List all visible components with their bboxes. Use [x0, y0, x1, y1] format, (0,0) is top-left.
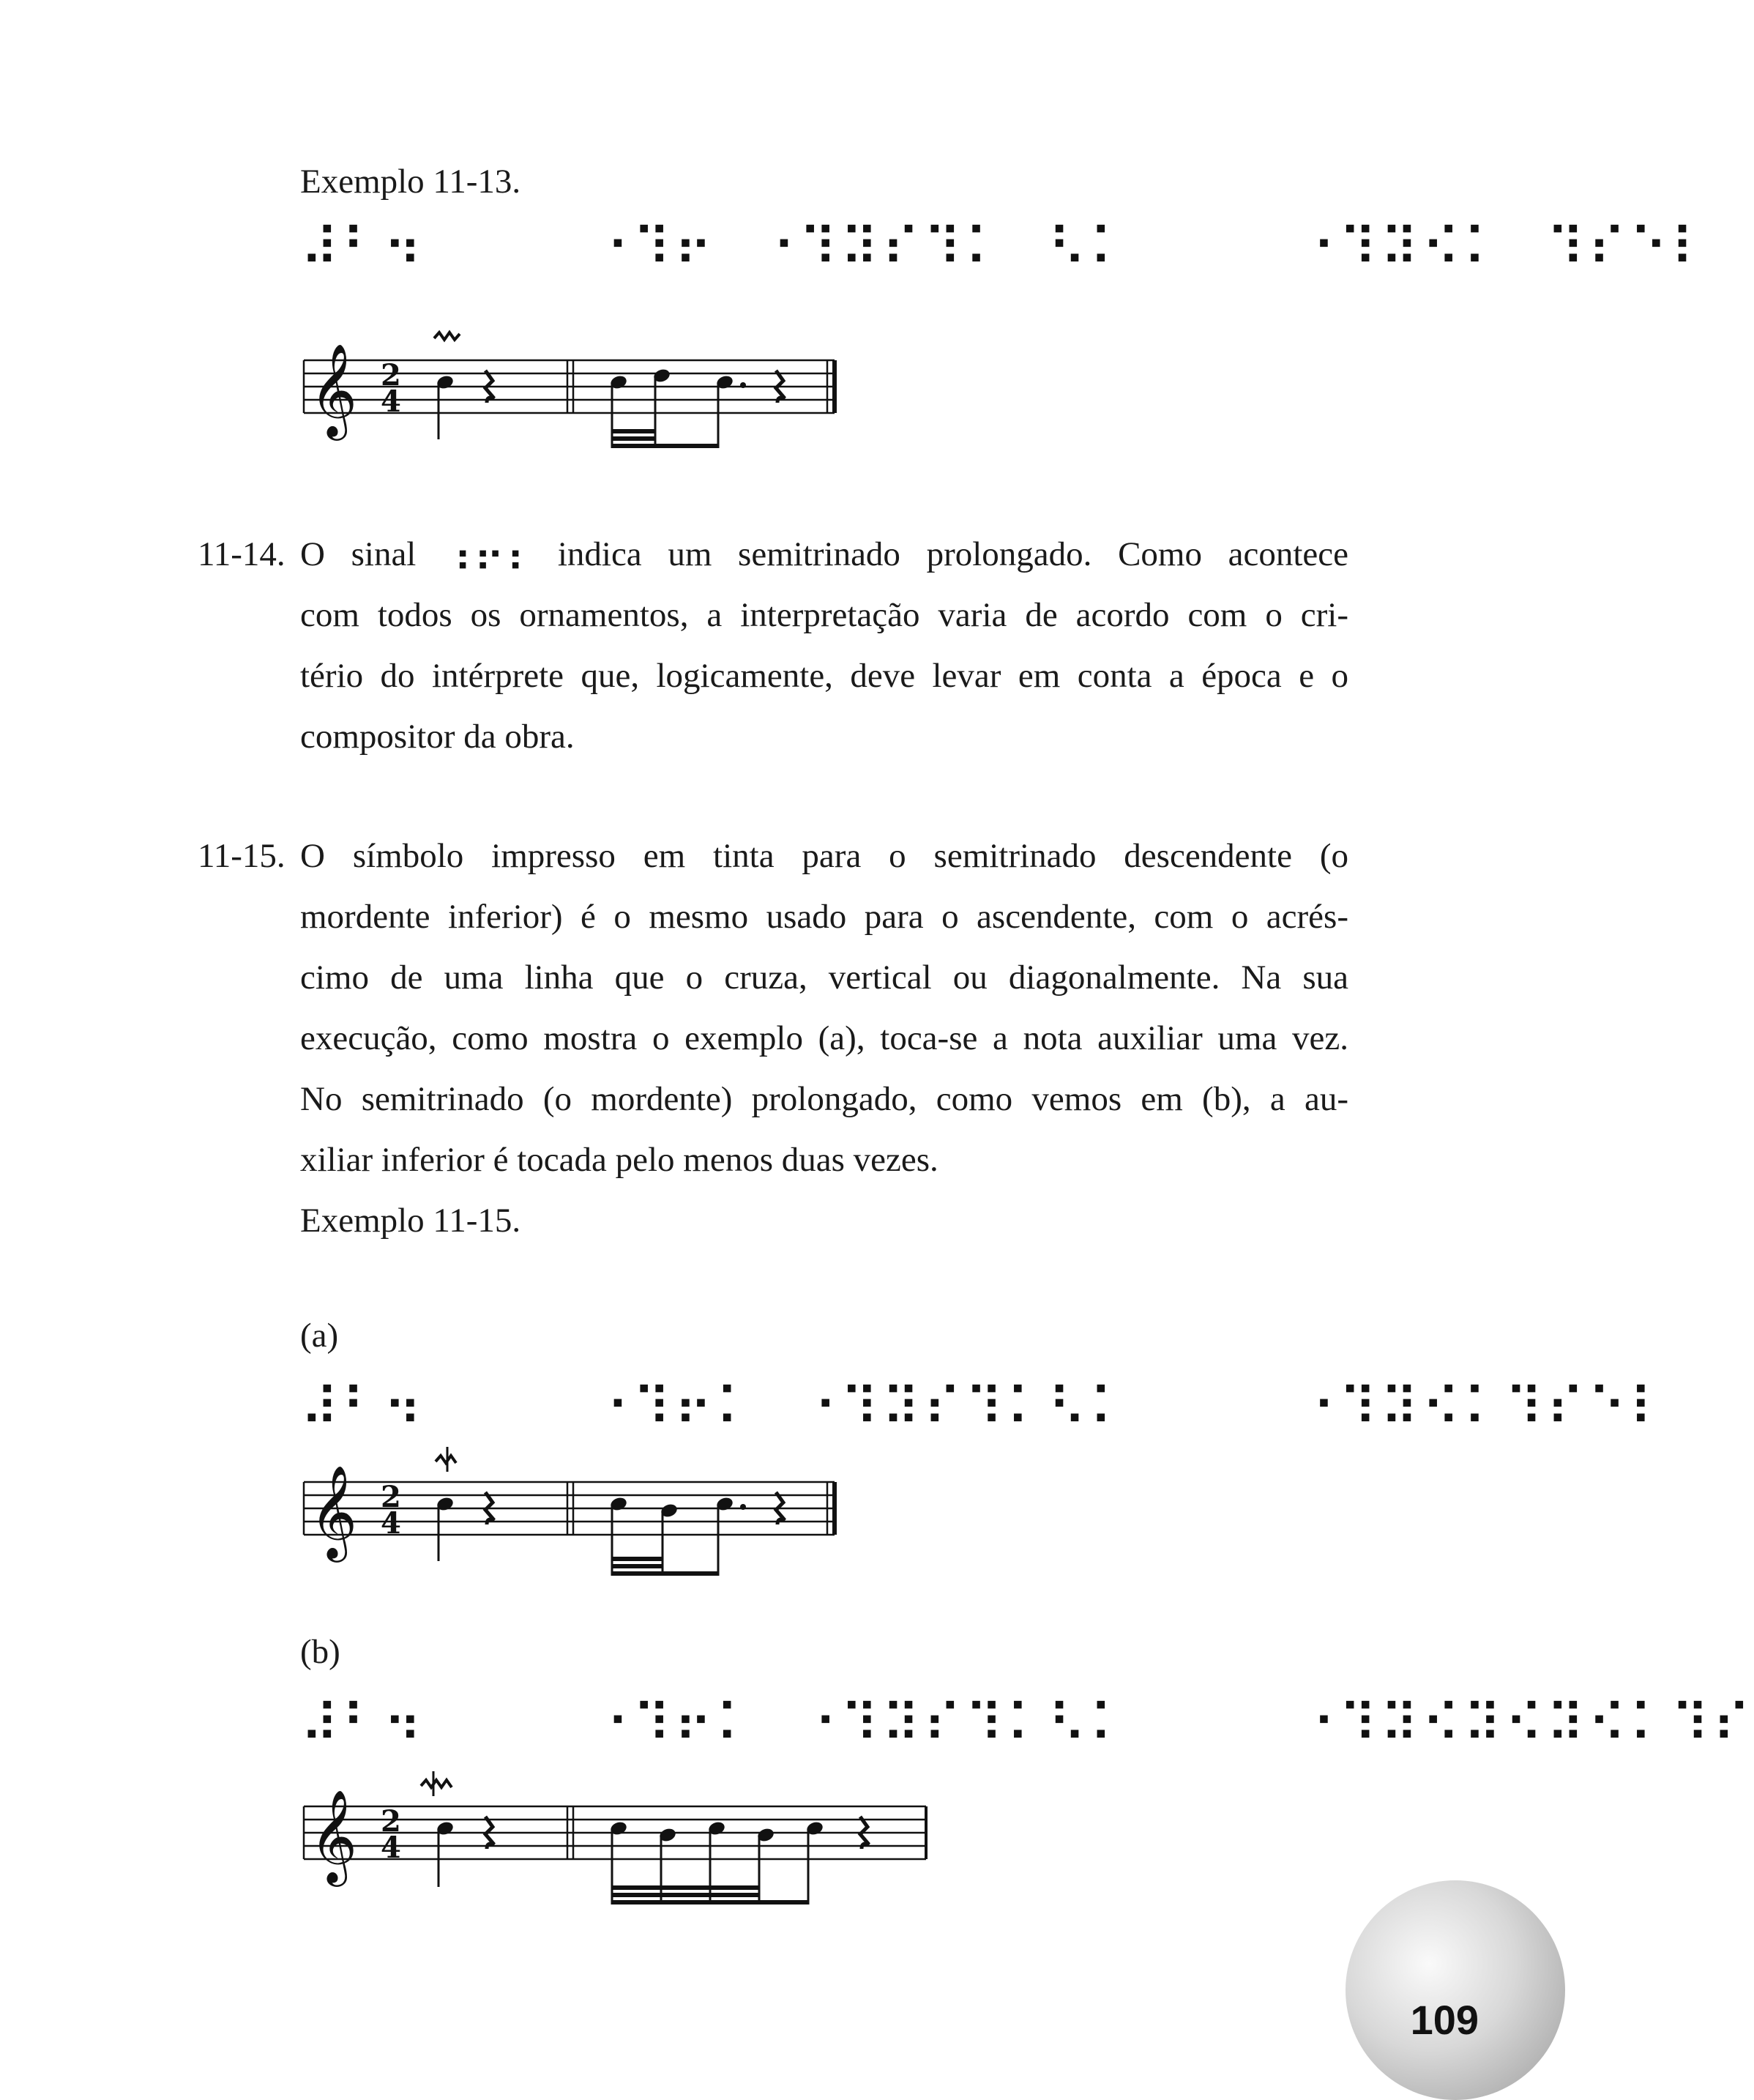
- paragraph-11-14: [300, 524, 1348, 767]
- text-line: xiliar inferior é tocada pelo menos duas vezes.: [300, 1141, 938, 1179]
- text-line: execução, como mostra o exemplo (a), toca-se a nota auxiliar uma vez.: [300, 1019, 1348, 1057]
- svg-text:4: 4: [381, 1506, 401, 1541]
- text-line: compositor da obra.: [300, 718, 575, 756]
- example-label: (b): [300, 1633, 340, 1671]
- text-line: [300, 524, 1348, 585]
- example-caption: Exemplo 11-15.: [300, 1202, 521, 1240]
- text-line: No semitrinado (o mordente) prolongado, como vemos em (b), a au-: [300, 1080, 1348, 1118]
- braille-line: ⠼⠃⠲⠀⠀⠀⠀⠐⠹⠖⠀⠐⠹⠽⠎⠹⠅⠀⠣⠅⠀⠀⠀⠀⠐⠹⠽⠪⠅⠀⠹⠎⠑⠇: [300, 217, 1712, 278]
- treble-clef-icon: 𝄞: [310, 343, 358, 436]
- braille-line: ⠼⠃⠲⠀⠀⠀⠀⠐⠹⠖⠅⠀⠐⠹⠽⠎⠹⠅⠣⠅⠀⠀⠀⠀⠐⠹⠽⠪⠽⠪⠽⠪⠅⠹⠎: [300, 1693, 1754, 1754]
- text-line: tério do intérprete que, logicamente, deve levar em conta a época e o: [300, 657, 1348, 695]
- text-line: com todos os ornamentos, a interpretação varia de acordo com o cri-: [300, 596, 1348, 634]
- example-label: (a): [300, 1317, 339, 1355]
- svg-text:2: 2: [381, 358, 401, 392]
- text-line: mordente inferior) é o mesmo usado para o ascendente, com o acrés-: [300, 898, 1348, 936]
- braille-line: ⠼⠃⠲⠀⠀⠀⠀⠐⠹⠖⠅⠀⠐⠹⠽⠎⠹⠅⠣⠅⠀⠀⠀⠀⠐⠹⠽⠪⠅⠹⠎⠑⠇: [300, 1377, 1671, 1438]
- text-line: cimo de uma linha que o cruza, vertical ou diagonalmente. Na sua: [300, 958, 1348, 997]
- treble-clef-icon: 𝄞: [310, 1789, 358, 1883]
- music-staff: [296, 1761, 941, 1922]
- music-staff: [296, 322, 853, 461]
- svg-text:2: 2: [381, 1480, 401, 1514]
- paragraph-number: 11-15.: [198, 837, 286, 875]
- mordent-icon: [436, 1456, 456, 1463]
- ornament-icon: [434, 332, 460, 340]
- page-corner-decoration: [1346, 1880, 1499, 2100]
- mordent-icon: [421, 1780, 452, 1787]
- svg-text:4: 4: [381, 384, 401, 419]
- text-fragment: O sinal: [300, 535, 417, 573]
- page-number: 109: [1410, 1997, 1479, 2043]
- music-staff: [296, 1444, 853, 1590]
- paragraph-number: 11-14.: [198, 535, 286, 573]
- example-caption: Exemplo 11-13.: [300, 163, 521, 201]
- braille-symbol: ⠰⠖⠆: [441, 532, 539, 583]
- svg-text:2: 2: [381, 1804, 401, 1839]
- svg-text:4: 4: [381, 1831, 401, 1865]
- text-line: O símbolo impresso em tinta para o semitrinado descendente (o: [300, 837, 1348, 875]
- paragraph-11-15: [300, 826, 1348, 1251]
- text-fragment: indica um semitrinado prolongado. Como acontece: [557, 535, 1348, 573]
- treble-clef-icon: 𝄞: [310, 1464, 358, 1558]
